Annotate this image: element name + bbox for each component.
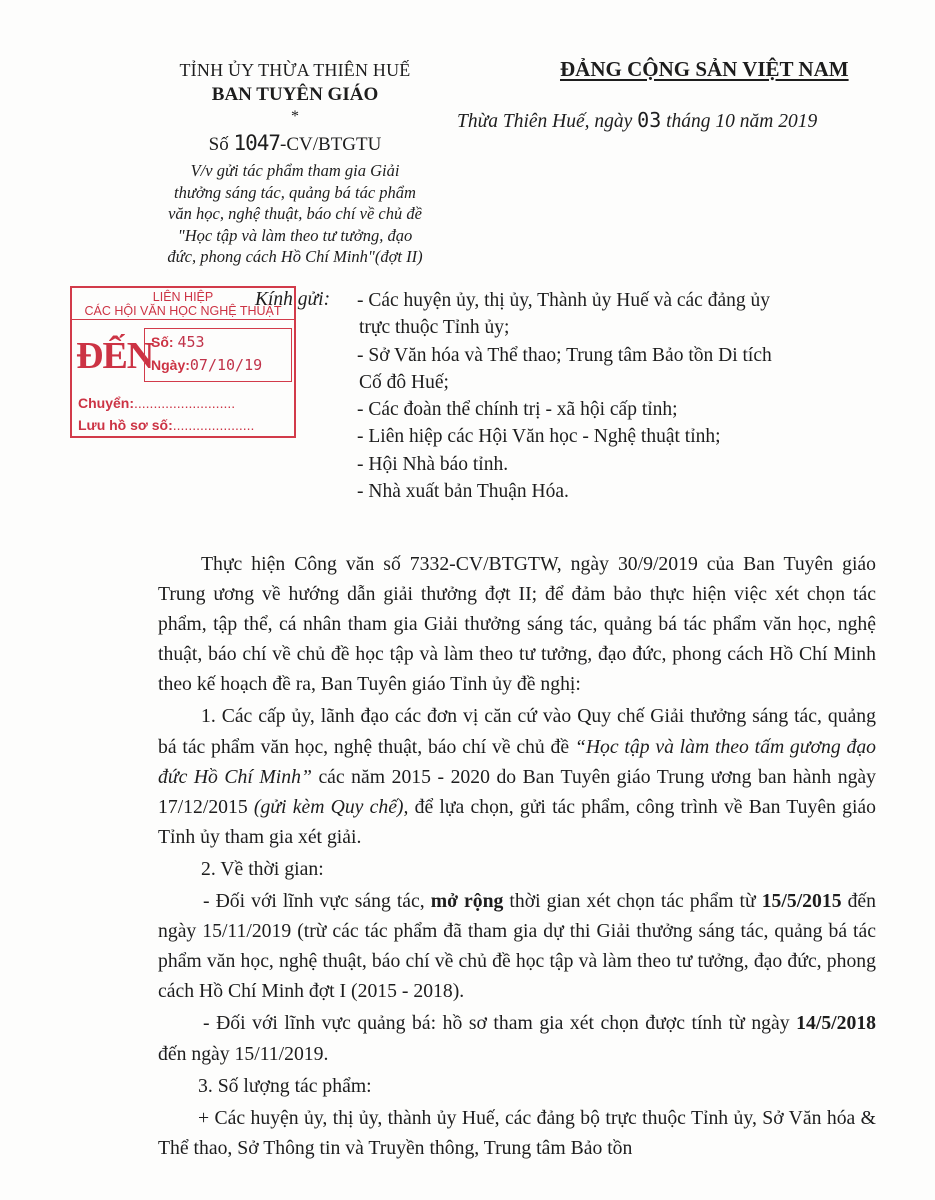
- stamp-chuyen: Chuyển:..........................: [78, 395, 236, 411]
- section-1-attachment-note: (gửi kèm Quy chế),: [253, 795, 409, 818]
- subject-line: "Học tập và làm theo tư tưởng, đạo: [177, 225, 413, 245]
- stamp-ngay-label: Ngày:: [151, 357, 190, 373]
- section-2a-text-1: - Đối với lĩnh vực sáng tác,: [203, 890, 425, 913]
- recipient-line: - Nhà xuất bản Thuận Hóa.: [357, 481, 569, 503]
- recipient-line: Cố đô Huế;: [359, 371, 449, 393]
- party-heading: ĐẢNG CỘNG SẢN VIỆT NAM: [560, 57, 849, 81]
- section-2b-text-1: - Đối với lĩnh vực quảng bá: hồ sơ tham gia xét chọn được tính từ ngày: [203, 1012, 790, 1035]
- place-date-day: 03: [637, 108, 662, 132]
- section-1-text-a: 1. Các cấp ủy, lãnh đạo các đơn vị căn cứ vào Quy chế Giải thưởng sáng tác, quảng bá tác phẩm văn học, nghệ thuật, báo chí về chủ đề: [158, 705, 876, 758]
- recipient-line: - Liên hiệp các Hội Văn học - Nghệ thuật tỉnh;: [357, 426, 721, 448]
- place-date-suffix: tháng 10 năm 2019: [666, 111, 818, 132]
- section-3a-paragraph: + Các huyện ủy, thị ủy, thành ủy Huế, các đảng bộ trực thuộc Tỉnh ủy, Sở Văn hóa & Thể thao, Sở Thông tin và Truyền thông, Trung tâm Bảo tồn: [158, 1106, 876, 1159]
- section-2a-date: 15/5/2015: [761, 890, 842, 913]
- doc-no-handwritten: 1047: [233, 131, 281, 155]
- recipient-line: - Hội Nhà báo tỉnh.: [357, 453, 509, 475]
- subject-line: V/v gửi tác phẩm tham gia Giải: [190, 161, 400, 180]
- stamp-line2: CÁC HỘI VĂN HỌC NGHỆ THUẬT: [72, 304, 294, 320]
- recipient-line: - Sở Văn hóa và Thể thao; Trung tâm Bảo tồn Di tích: [357, 344, 772, 366]
- stamp-number-box: [144, 328, 292, 382]
- stamp-ngay: [151, 356, 262, 374]
- place-date-prefix: Thừa Thiên Huế, ngày: [457, 111, 633, 132]
- section-3-title: 3. Số lượng tác phẩm:: [198, 1074, 372, 1097]
- subject-line: văn học, nghệ thuật, báo chí về chủ đề: [168, 204, 422, 223]
- stamp-so: [151, 333, 205, 351]
- header-star: *: [291, 108, 299, 125]
- section-2b-date: 14/5/2018: [796, 1012, 877, 1035]
- stamp-den: ĐẾN: [76, 335, 154, 377]
- section-1-title-quote: “Học tập và làm theo tấm gương đạo đức Hồ Chí Minh”: [158, 735, 877, 788]
- subject-line: thưởng sáng tác, quảng bá tác phẩm: [174, 182, 416, 202]
- stamp-line1: LIÊN HIỆP: [152, 290, 214, 304]
- document-subject: [150, 160, 440, 268]
- place-date: [457, 108, 817, 133]
- section-1-text-e: để lựa chọn, gửi tác phẩm, công trình về Ban Tuyên giáo Tỉnh ủy tham gia xét giải.: [158, 795, 876, 848]
- section-1-paragraph: [158, 701, 876, 851]
- section-1-text-c: các năm 2015 - 2020 do Ban Tuyên giáo Trung ương ban hành ngày 17/12/2015: [158, 765, 876, 818]
- stamp-luu-label: Lưu hồ sơ số:: [78, 417, 173, 433]
- section-2-title: 2. Về thời gian:: [201, 857, 324, 880]
- section-2a-bold: mở rộng: [430, 890, 504, 913]
- section-2a-text-2: thời gian xét chọn tác phẩm từ: [509, 890, 756, 913]
- stamp-chuyen-label: Chuyển:: [78, 395, 134, 411]
- recipients-label: Kính gửi:: [255, 289, 331, 310]
- document-number: [140, 131, 450, 156]
- recipient-line: trực thuộc Tỉnh ủy;: [359, 317, 510, 339]
- section-2b-paragraph: [158, 1008, 876, 1068]
- recipient-line: - Các huyện ủy, thị ủy, Thành ủy Huế và các đảng ủy: [357, 290, 770, 311]
- stamp-luu: Lưu hồ sơ số:.....................: [78, 417, 255, 433]
- document-body: [158, 549, 876, 1163]
- intro-paragraph: Thực hiện Công văn số 7332-CV/BTGTW, ngày 30/9/2019 của Ban Tuyên giáo Trung ương về hướng dẫn giải thưởng đợt II; để đảm bảo thực hiện việc xét chọn tác phẩm, tập thể, cá nhân tham gia Giải thưởng sáng tác, quảng bá tác phẩm văn học, nghệ thuật, báo chí về chủ đề học tập và làm theo tư tưởng, đạo đức, phong cách Hồ Chí Minh theo kế hoạch đề ra, Ban Tuyên giáo Tỉnh ủy đề nghị:: [158, 553, 876, 696]
- issuing-org-line2: BAN TUYÊN GIÁO: [211, 84, 379, 105]
- recipient-line: - Các đoàn thể chính trị - xã hội cấp tỉnh;: [357, 399, 678, 421]
- section-2a-paragraph: [158, 886, 876, 1006]
- recipients-list: [357, 287, 877, 505]
- stamp-ngay-value: 07/10/19: [189, 356, 263, 374]
- issuing-org-line1: TỈNH ỦY THỪA THIÊN HUẾ: [179, 60, 411, 80]
- stamp-so-value: 453: [177, 333, 205, 351]
- section-2b-text-2: đến ngày 15/11/2019.: [158, 1042, 329, 1065]
- stamp-so-label: Số:: [151, 334, 174, 350]
- doc-no-suffix: -CV/BTGTU: [280, 134, 382, 155]
- subject-line: đức, phong cách Hồ Chí Minh"(đợt II): [167, 247, 423, 266]
- section-2a-text-3: đến ngày 15/11/2019 (trừ các tác phẩm đã tham gia dự thi Giải thưởng sáng tác, quảng bá tác phẩm văn học, nghệ thuật, báo chí về chủ đề học tập và làm theo tư tưởng, đạo đức, phong cách Hồ Chí Minh đợt I (2015 - 2018).: [158, 890, 877, 1003]
- doc-no-prefix: Số: [208, 134, 229, 155]
